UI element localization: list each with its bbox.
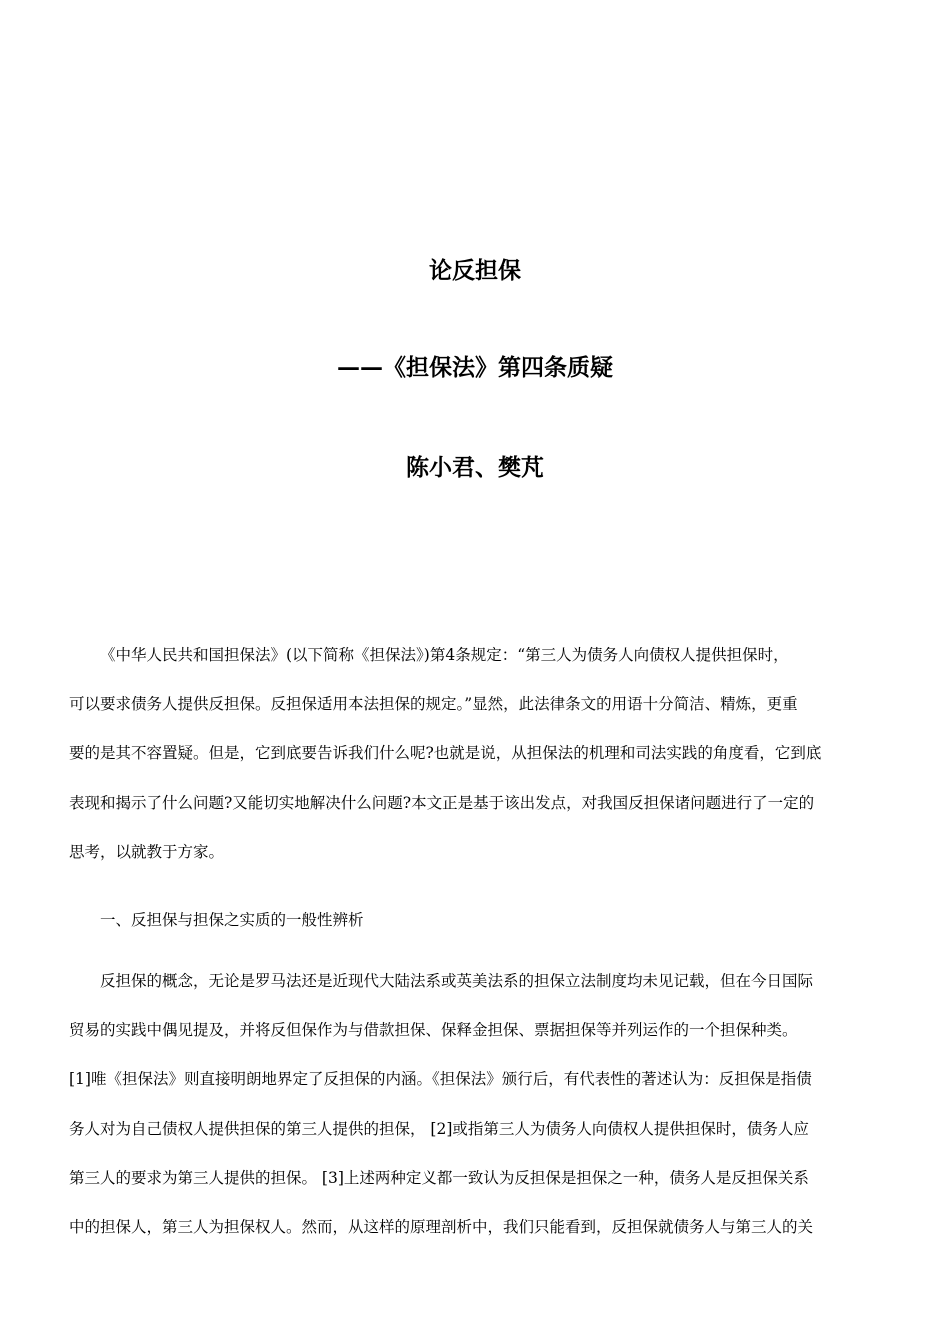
section-heading-1 bbox=[69, 905, 884, 954]
text-line: 要的是其不容置疑。但是，它到底要告诉我们什么呢?也就是说，从担保法的机理和司法实践的角度看，它到底 bbox=[69, 744, 822, 763]
paragraph-intro bbox=[69, 640, 884, 886]
text-line: 第三人的要求为第三人提供的担保。 [3]上述两种定义都一致认为反担保是担保之一种，债务人是反担保关系 bbox=[69, 1168, 809, 1187]
document-authors: 陈小君、樊芃 bbox=[406, 454, 544, 481]
section-heading-text: 一、反担保与担保之实质的一般性辨析 bbox=[100, 911, 364, 929]
text-line: 可以要求债务人提供反担保。反担保适用本法担保的规定。”显然，此法律条文的用语十分简洁、精炼，更重 bbox=[69, 695, 798, 714]
document-title: 论反担保 bbox=[429, 257, 521, 284]
text-line: 思考，以就教于方家。 bbox=[69, 842, 225, 861]
paragraph-section-1 bbox=[69, 966, 884, 1261]
text-line: 中的担保人，第三人为担保权人。然而，从这样的原理剖析中，我们只能看到，反担保就债务人与第三人的关 bbox=[69, 1217, 814, 1236]
document-subtitle: ——《担保法》第四条质疑 bbox=[337, 354, 613, 381]
text-line: 贸易的实践中偶见提及，并将反但保作为与借款担保、保释金担保、票据担保等并列运作的一个担保种类。 bbox=[69, 1021, 798, 1040]
text-line: 《中华人民共和国担保法》(以下简称《担保法》)第4条规定：“第三人为债务人向债权人提供担保时， bbox=[100, 646, 789, 664]
text-line: 表现和揭示了什么问题?又能切实地解决什么问题?本文正是基于该出发点，对我国反担保诸问题进行了一定的 bbox=[69, 793, 815, 812]
text-line: 务人对为自己债权人提供担保的第三人提供的担保， [2]或指第三人为债务人向债权人提供担保时，债务人应 bbox=[69, 1119, 809, 1138]
text-line: 反担保的概念，无论是罗马法还是近现代大陆法系或英美法系的担保立法制度均未见记载，但在今日国际 bbox=[100, 972, 814, 990]
text-line: [1]唯《担保法》则直接明朗地界定了反担保的内涵。《担保法》颁行后，有代表性的著述认为：反担保是指债 bbox=[69, 1070, 812, 1089]
